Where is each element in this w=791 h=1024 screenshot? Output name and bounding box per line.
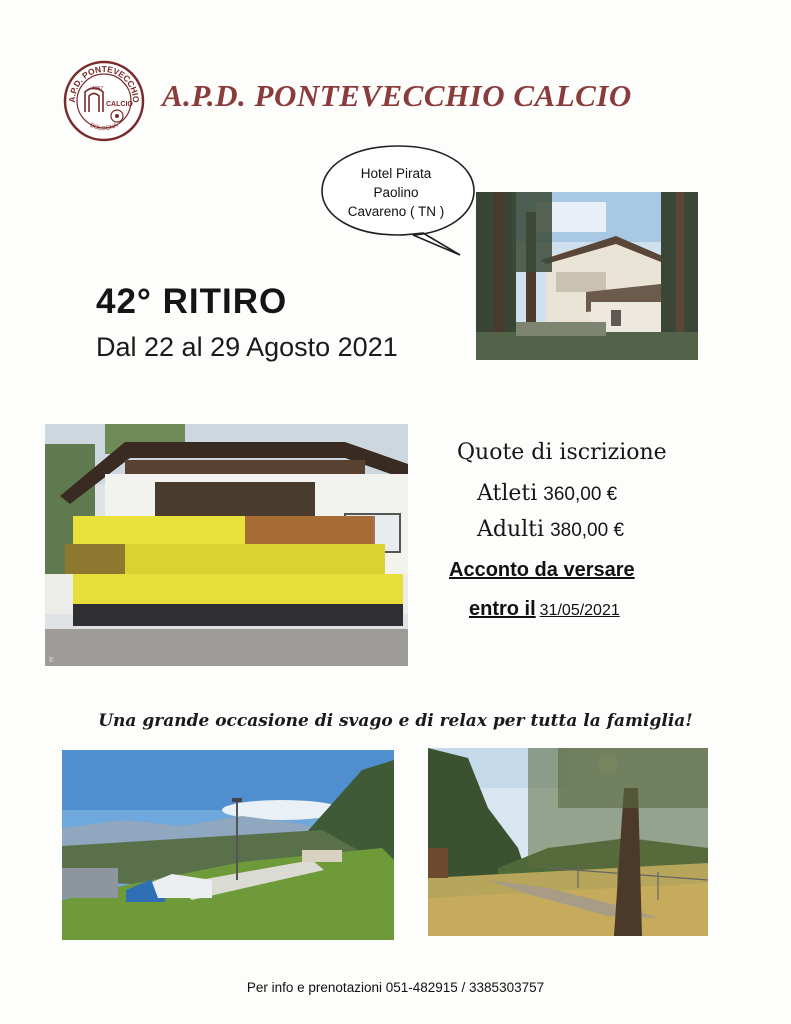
contact-info: Per info e prenotazioni 051-482915 / 3385303757 xyxy=(246,980,545,995)
club-name: A.P.D. PONTEVECCHIO CALCIO xyxy=(162,78,632,113)
fee-athletes-row xyxy=(477,481,617,506)
retreat-title: 42° RITIRO xyxy=(96,282,288,321)
athletes-label: Atleti xyxy=(477,481,538,506)
valley-photo xyxy=(62,750,394,940)
deposit-deadline xyxy=(469,598,620,621)
svg-text:©: © xyxy=(49,658,54,664)
logo-top-text: A.P.D. PONTEVECCHIO xyxy=(66,63,142,103)
deposit-prefix: entro il xyxy=(469,598,536,620)
deposit-heading: Acconto da versare xyxy=(449,559,635,581)
adults-fee: 380,00 € xyxy=(550,520,625,541)
logo-bottom-text: BOLOGNA xyxy=(88,122,120,133)
hotel-name-line2: Paolino xyxy=(373,185,419,200)
field-photo xyxy=(428,748,708,936)
logo-year: 1957 xyxy=(92,86,104,92)
tagline: Una grande occasione di svago e di relax per tutta la famiglia! xyxy=(98,711,693,731)
team-photo xyxy=(45,424,408,666)
hotel-photo xyxy=(476,192,698,360)
fees-title: Quote di iscrizione xyxy=(457,440,667,465)
adults-label: Adulti xyxy=(477,517,545,542)
hotel-info xyxy=(323,164,469,221)
hotel-location: Cavareno ( TN ) xyxy=(347,204,445,219)
team-players xyxy=(65,516,403,626)
athletes-fee: 360,00 € xyxy=(543,484,618,505)
deposit-date: 31/05/2021 xyxy=(539,602,620,619)
hotel-name: Hotel Pirata xyxy=(360,166,432,181)
club-logo xyxy=(63,60,145,142)
retreat-dates: Dal 22 al 29 Agosto 2021 xyxy=(96,332,398,362)
logo-right-text: CALCIO xyxy=(106,101,133,108)
fee-adults-row xyxy=(477,517,624,542)
